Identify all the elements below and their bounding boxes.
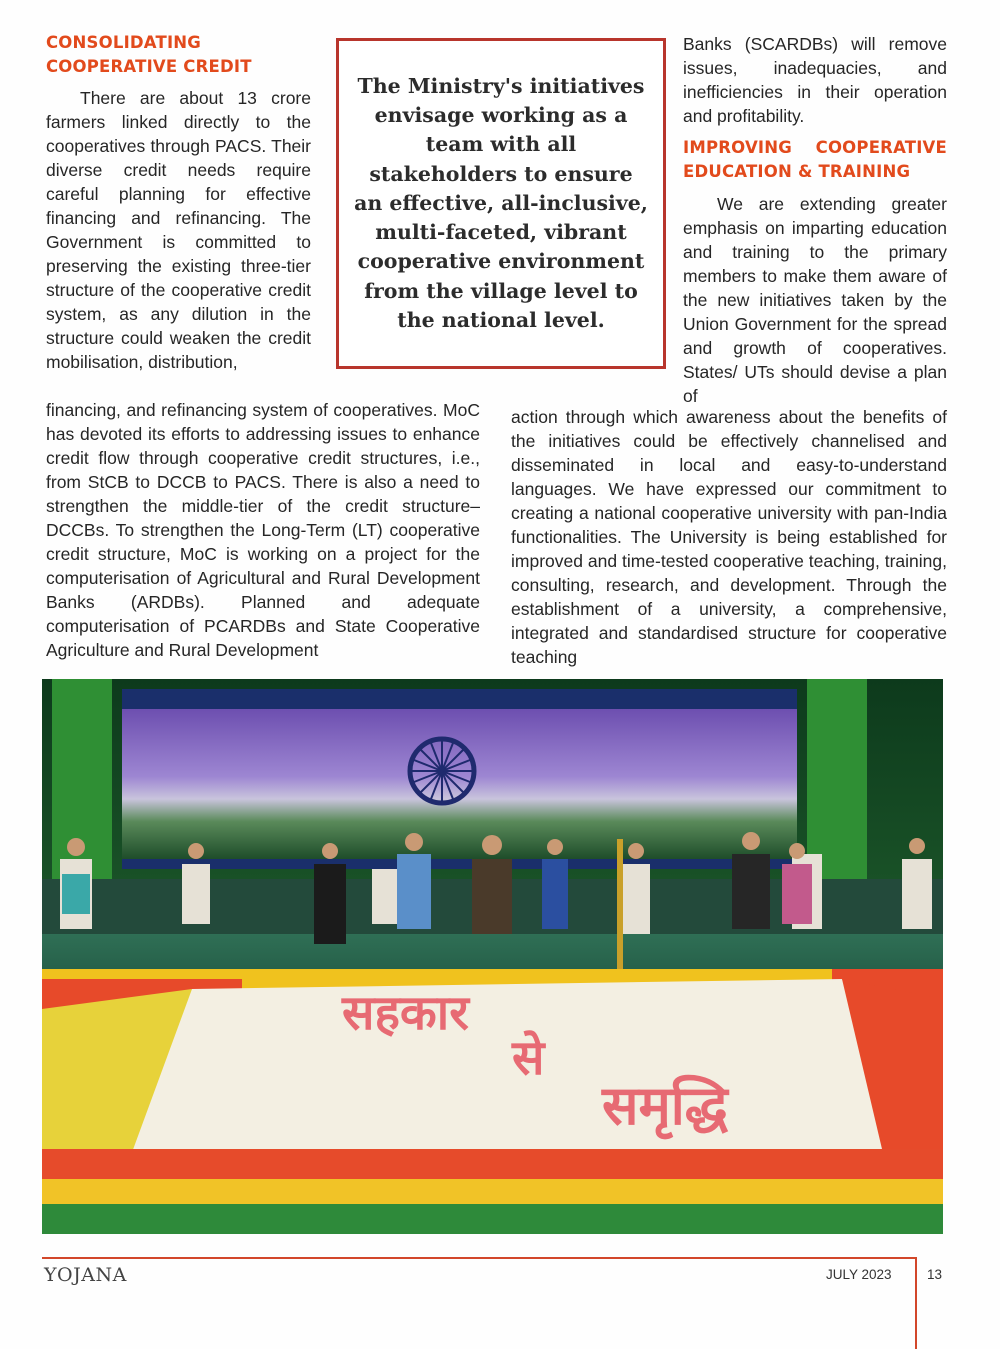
issue-date: JULY 2023 <box>826 1267 892 1282</box>
green-pillar-right <box>807 679 867 879</box>
left-paragraph-cont-text: financing, and refinancing system of cooperatives. MoC has devoted its efforts to addressing issues to enhance credit flow through cooperative credit structures, i.e., from StCB to DCCB to PACS. There is also a need to strengthen the middle-tier of the credit structure– DCCBs. To strengthen the Long-Term (LT) cooperative credit structure, MoC is working on a project for the computerisation of Agricultural and Rural Development Banks (ARDBs). Planned and adequate computerisation of PCARDBs and State Cooperative Agriculture and Rural Development <box>46 400 480 660</box>
pull-quote-text: The Ministry's initiatives envisage working as a team with all stakeholders to ensure an effective, all-inclusive, multi-faceted, vibrant cooperative environment from the village level to the national level. <box>354 74 648 332</box>
footer-rule <box>42 1257 917 1259</box>
left-paragraph-continuation <box>46 398 480 662</box>
floor-text-line3: समृद्धि <box>602 1074 728 1137</box>
magazine-masthead: YOJANA <box>44 1264 127 1286</box>
right-paragraph-cont-text: action through which awareness about the benefits of the initiatives could be effectively channelised and disseminated in local and easy-to-understand languages. We have expressed our commitment to creating a national cooperative university with pan-India functionalities. The University is being established for improved and time-tested cooperative teaching, training, consulting, research, and development. Through the establishment of a university, a comprehensive, integrated and standardised structure for cooperative teaching <box>511 407 947 667</box>
section-heading-education-training: IMPROVING COOPERATIVE EDUCATION & TRAINING <box>683 138 947 181</box>
footer-vertical-rule <box>915 1257 917 1349</box>
left-paragraph-text: There are about 13 crore farmers linked directly to the cooperatives through PACS. Their diverse credit needs require careful planning for effective financing and refinancing. The Government is committed to preserving the existing three-tier structure of the cooperative credit system, as any dilution in the structure could weaken the credit mobilisation, distribution, <box>46 88 311 372</box>
lamp-icon <box>617 839 623 979</box>
right-paragraph-text: We are extending greater emphasis on imparting education and training to the primary members to make them aware of the new initiatives taken by the Union Government for the spread and growth of cooperatives. States/ UTs should devise a plan of <box>683 194 947 406</box>
flag-screen <box>122 709 797 859</box>
right-column-paragraph <box>683 192 947 408</box>
right-top-paragraph-text: Banks (SCARDBs) will remove issues, inadequacies, and inefficiencies in their operation and profitability. <box>683 34 947 126</box>
left-column-paragraph <box>46 86 311 374</box>
floor-text-line1: सहकार <box>342 985 469 1041</box>
section-heading-consolidating-credit: CONSOLIDATING COOPERATIVE CREDIT <box>46 33 252 76</box>
page-number: 13 <box>927 1267 943 1282</box>
right-paragraph-continuation <box>511 405 947 669</box>
pull-quote-box <box>336 38 666 369</box>
event-stage-photo <box>42 679 943 1234</box>
floor-text-line2: से <box>512 1030 545 1086</box>
ashoka-chakra-icon <box>410 739 474 803</box>
right-column-top-paragraph <box>683 32 947 128</box>
